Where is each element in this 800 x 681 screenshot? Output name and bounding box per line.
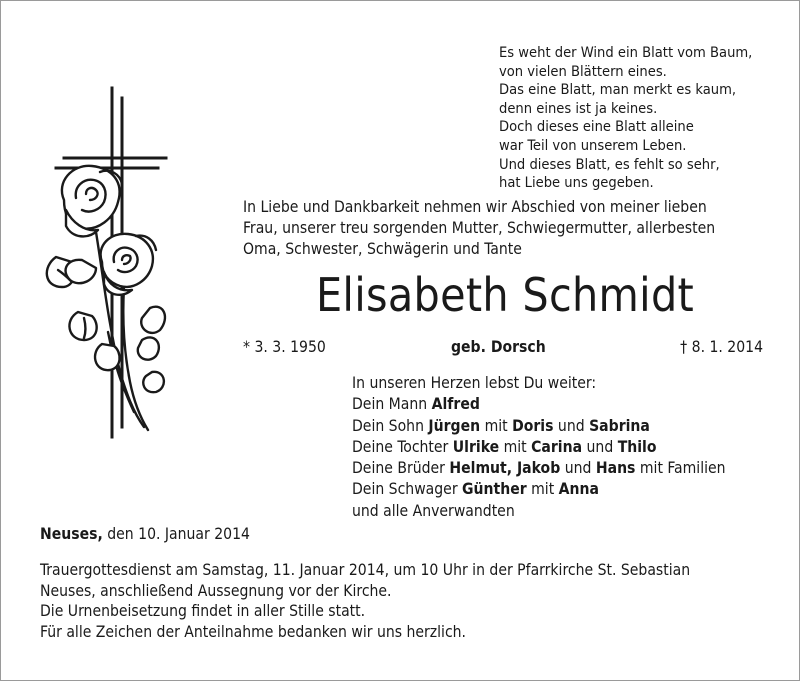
place-date bbox=[40, 525, 250, 543]
intro-line: In Liebe und Dankbarkeit nehmen wir Abschied von meiner lieben bbox=[243, 198, 707, 216]
poem-line: Es weht der Wind ein Blatt vom Baum, bbox=[499, 44, 753, 61]
family-member-line bbox=[352, 394, 782, 415]
connector: mit bbox=[499, 437, 532, 456]
intro-text bbox=[243, 197, 773, 261]
note-line: Neuses, anschließend Aussegnung vor der Kirche. bbox=[40, 581, 392, 600]
member-name: Hans bbox=[595, 459, 636, 478]
connector: mit bbox=[480, 416, 513, 435]
member-name: Anna bbox=[558, 480, 599, 499]
member-name: Helmut, Jakob bbox=[449, 459, 561, 478]
family-member-line bbox=[352, 416, 782, 437]
family-motto: In unseren Herzen lebst Du weiter: bbox=[352, 374, 597, 392]
relation-label: Deine Tochter bbox=[352, 437, 453, 456]
poem-line: Das eine Blatt, man merkt es kaum, bbox=[499, 81, 737, 99]
member-name: Doris bbox=[512, 416, 554, 435]
note-line: Trauergottesdienst am Samstag, 11. Januar 2014, um 10 Uhr in der Pfarrkirche St. Sebastian bbox=[40, 561, 691, 579]
member-name: Thilo bbox=[617, 437, 657, 456]
poem bbox=[499, 44, 789, 193]
relation-label: Deine Brüder bbox=[352, 459, 450, 478]
member-name: Sabrina bbox=[589, 416, 650, 435]
poem-line: war Teil von unserem Leben. bbox=[499, 136, 687, 154]
maiden-name: geb. Dorsch bbox=[451, 338, 546, 356]
note-line: Die Urnenbeisetzung findet in aller Stille statt. bbox=[40, 602, 366, 620]
relation-label: Dein Schwager bbox=[352, 480, 463, 499]
notice-date: den 10. Januar 2014 bbox=[102, 525, 250, 543]
poem-line: von vielen Blättern eines. bbox=[499, 62, 667, 80]
member-name: Alfred bbox=[431, 395, 480, 414]
poem-line: denn eines ist ja keines. bbox=[499, 99, 658, 117]
family-closing: und alle Anverwandten bbox=[352, 501, 515, 520]
member-name: Jürgen bbox=[428, 416, 481, 435]
family-member-line bbox=[352, 437, 782, 458]
note-line: Für alle Zeichen der Anteilnahme bedanken wir uns herzlich. bbox=[40, 622, 467, 641]
poem-line: hat Liebe uns gegeben. bbox=[499, 174, 654, 192]
death-date: † 8. 1. 2014 bbox=[680, 338, 763, 356]
poem-line: Doch dieses eine Blatt alleine bbox=[499, 118, 694, 136]
connector: mit bbox=[526, 480, 559, 499]
member-name: Günther bbox=[462, 480, 527, 499]
relation-label: Dein Mann bbox=[352, 395, 432, 414]
life-dates bbox=[243, 338, 763, 360]
family-member-line bbox=[352, 458, 782, 479]
relation-label: Dein Sohn bbox=[352, 416, 429, 435]
connector: und bbox=[560, 459, 596, 478]
cross-with-roses-icon bbox=[38, 82, 173, 442]
intro-line: Frau, unserer treu sorgenden Mutter, Schwiegermutter, allerbesten bbox=[243, 219, 716, 238]
deceased-name: Elisabeth Schmidt bbox=[315, 268, 695, 322]
member-name: Carina bbox=[531, 437, 583, 456]
family-member-line bbox=[352, 479, 782, 500]
funeral-notes bbox=[40, 560, 780, 642]
intro-line: Oma, Schwester, Schwägerin und Tante bbox=[243, 240, 522, 259]
connector: und bbox=[553, 416, 590, 435]
family-list bbox=[352, 373, 782, 522]
place-name: Neuses, bbox=[40, 525, 103, 543]
member-name: Ulrike bbox=[452, 437, 500, 456]
birth-date: * 3. 3. 1950 bbox=[243, 338, 326, 356]
connector: und bbox=[582, 437, 618, 456]
poem-line: Und dieses Blatt, es fehlt so sehr, bbox=[499, 155, 720, 173]
connector: mit Familien bbox=[635, 459, 726, 478]
